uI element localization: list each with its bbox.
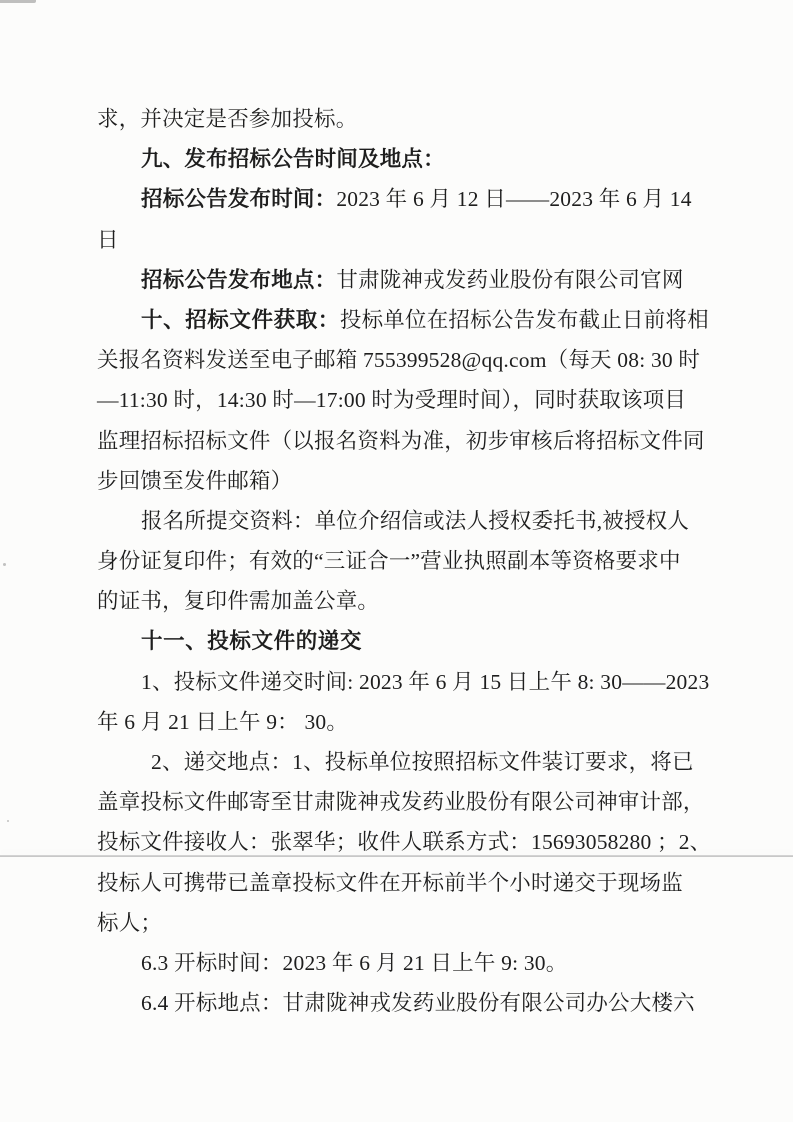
text-line-12 xyxy=(97,541,722,581)
section-10-heading: 十、招标文件获取： xyxy=(141,307,340,332)
text-line-15 xyxy=(97,662,722,702)
body-text: 监理招标招标文件（以报名资料为准，初步审核后将招标文件同 xyxy=(97,428,705,453)
body-text: 投标人可携带已盖章投标文件在开标前半个小时递交于现场监 xyxy=(97,870,683,895)
body-text: 身份证复印件；有效的“三证合一”营业执照副本等资格要求中 xyxy=(97,549,681,574)
text-line-7 xyxy=(97,340,722,380)
text-line-22 xyxy=(97,943,722,983)
document-body xyxy=(97,99,722,1023)
label-signup-materials: 报名所提交资料：单位介绍信或法人授权委托书,被授权人 xyxy=(141,508,690,533)
item-1-submission-time: 1、投标文件递交时间: 2023 年 6 月 15 日上午 8: 30——2023 xyxy=(141,669,710,694)
text-line-5 xyxy=(97,260,722,300)
text-line-16 xyxy=(97,702,722,742)
announcement-place-value: 甘肃陇神戎发药业股份有限公司官网 xyxy=(336,267,684,292)
text-line-3 xyxy=(97,179,722,219)
text-line-1 xyxy=(97,99,722,139)
label-announcement-place: 招标公告发布地点： xyxy=(141,267,337,292)
text-line-17 xyxy=(97,742,722,782)
body-text: 的证书，复印件需加盖公章。 xyxy=(97,589,380,614)
item-6-3-opening-time: 6.3 开标时间：2023 年 6 月 21 日上午 9: 30。 xyxy=(141,950,568,975)
body-text: —11:30 时，14:30 时—17:00 时为受理时间），同时获取该项目 xyxy=(97,388,687,413)
body-text: 投标单位在招标公告发布截止日前将相 xyxy=(339,307,709,332)
text-line-20 xyxy=(97,863,722,903)
scan-speck xyxy=(3,563,6,566)
item-2-submission-place: 2、递交地点：1、投标单位按照招标文件装订要求，将已 xyxy=(151,750,694,774)
section-9-heading: 九、发布招标公告时间及地点： xyxy=(141,147,445,172)
body-text-contact: 投标文件接收人：张翠华；收件人联系方式：15693058280 ；2、 xyxy=(97,830,712,855)
text-line-4 xyxy=(97,220,722,260)
scan-artifact-corner xyxy=(0,0,36,3)
body-text-email: 关报名资料发送至电子邮箱 755399528@qq.com（每天 08: 30 时 xyxy=(97,348,701,373)
text-line-13 xyxy=(97,581,722,621)
label-announcement-time: 招标公告发布时间： xyxy=(141,187,337,212)
item-1-submission-time-cont: 年 6 月 21 日上午 9： 30。 xyxy=(97,709,349,734)
text-line-11 xyxy=(97,501,722,541)
body-text: 求，并决定是否参加投标。 xyxy=(97,107,358,131)
announcement-time-value: 2023 年 6 月 12 日——2023 年 6 月 14 xyxy=(336,187,692,212)
text-line-18 xyxy=(97,782,722,822)
text-line-21 xyxy=(97,903,722,943)
text-line-9 xyxy=(97,421,722,461)
announcement-time-value-cont: 日 xyxy=(97,227,119,252)
scan-fold-line xyxy=(0,855,793,857)
text-line-23 xyxy=(97,983,722,1023)
body-text: 盖章投标文件邮寄至甘肃陇神戎发药业股份有限公司神审计部， xyxy=(97,790,705,815)
body-text: 步回馈至发件邮箱） xyxy=(97,468,293,493)
item-6-4-opening-place: 6.4 开标地点：甘肃陇神戎发药业股份有限公司办公大楼六 xyxy=(141,991,695,1016)
body-text: 标人； xyxy=(97,910,163,935)
scan-speck xyxy=(7,820,9,822)
text-line-6 xyxy=(97,300,722,340)
text-line-14 xyxy=(97,621,722,661)
section-11-heading: 十一、投标文件的递交 xyxy=(141,629,363,654)
text-line-10 xyxy=(97,461,722,501)
text-line-8 xyxy=(97,380,722,420)
text-line-2 xyxy=(97,139,722,179)
